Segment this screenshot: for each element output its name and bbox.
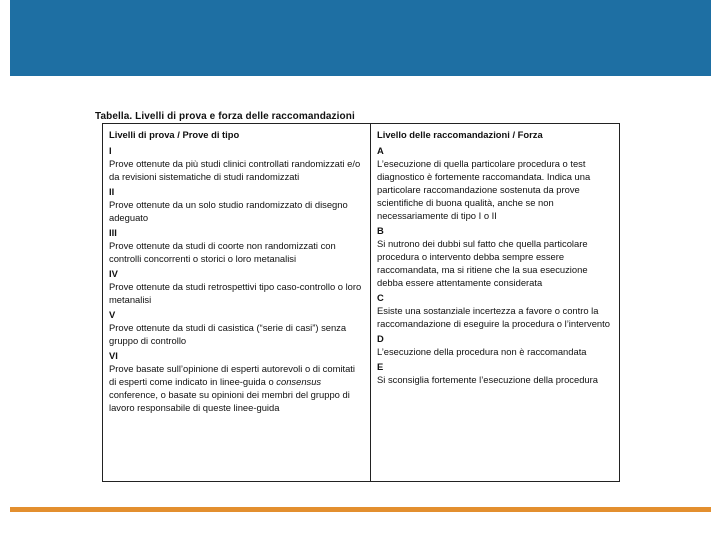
evidence-level-text: Prove ottenute da studi di casistica (“serie di casi”) senza gruppo di controllo: [109, 322, 347, 346]
header-band: [10, 0, 711, 76]
evidence-level-text: Prove ottenute da un solo studio randomizzato di disegno adeguato: [109, 199, 348, 223]
consensus-emphasis: consensus: [276, 376, 322, 387]
evidence-level-label: VI: [109, 350, 118, 361]
evidence-level-text: [109, 362, 364, 414]
recommendation-grade-text: L’esecuzione della procedura non è raccomandata: [377, 346, 587, 357]
right-column-header: Livello delle raccomandazioni / Forza: [377, 129, 543, 140]
left-column-header: Livelli di prova / Prove di tipo: [109, 129, 240, 140]
recommendation-grade-label: A: [377, 145, 384, 156]
evidence-level-text-part: Prove basate sull’opinione di esperti autorevoli o di comitati di esperti come indicato in linee-guida o: [109, 363, 355, 387]
table-title: Tabella. Livelli di prova e forza delle raccomandazioni: [95, 111, 355, 122]
recommendation-grade-label: D: [377, 333, 384, 344]
evidence-table: [102, 123, 620, 482]
recommendation-grade-label: B: [377, 225, 384, 236]
evidence-level-text: Prove ottenute da studi di coorte non randomizzati con controlli concorrenti o storici o loro metanalisi: [109, 240, 336, 264]
evidence-level-label: III: [109, 227, 117, 238]
recommendation-grade-label: C: [377, 292, 384, 303]
evidence-level-text: Prove ottenute da studi retrospettivi tipo caso-controllo o loro metanalisi: [109, 281, 362, 305]
evidence-levels-column: [103, 124, 371, 481]
evidence-level-label: IV: [109, 268, 118, 279]
recommendation-grade-text: Si nutrono dei dubbi sul fatto che quella particolare procedura o intervento debba sempre essere raccomandata, ma si ritiene che la sua esecuzione debba essere attentamente considerata: [377, 238, 588, 288]
recommendation-grades-column: [371, 124, 619, 481]
evidence-level-text: Prove ottenute da più studi clinici controllati randomizzati e/o da revisioni sistematiche di studi randomizzati: [109, 158, 361, 182]
recommendation-grade-label: E: [377, 361, 384, 372]
footer-rule: [10, 507, 711, 512]
recommendation-grade-text: Si sconsiglia fortemente l’esecuzione della procedura: [377, 374, 598, 385]
recommendation-grade-text: L’esecuzione di quella particolare procedura o test diagnostico è fortemente raccomandata. Indica una particolare raccomandazione sostenuta da prove scientifiche di buona qualità, anche se non necessariamente di tipo I o II: [377, 158, 591, 221]
evidence-level-text-part: conference, o basate su opinioni dei membri del gruppo di lavoro responsabile di queste linee-guida: [109, 389, 350, 413]
evidence-level-label: V: [109, 309, 116, 320]
recommendation-grade-text: Esiste una sostanziale incertezza a favore o contro la raccomandazione di eseguire la procedura o l’intervento: [377, 305, 610, 329]
evidence-level-label: II: [109, 186, 115, 197]
evidence-level-label: I: [109, 145, 112, 156]
